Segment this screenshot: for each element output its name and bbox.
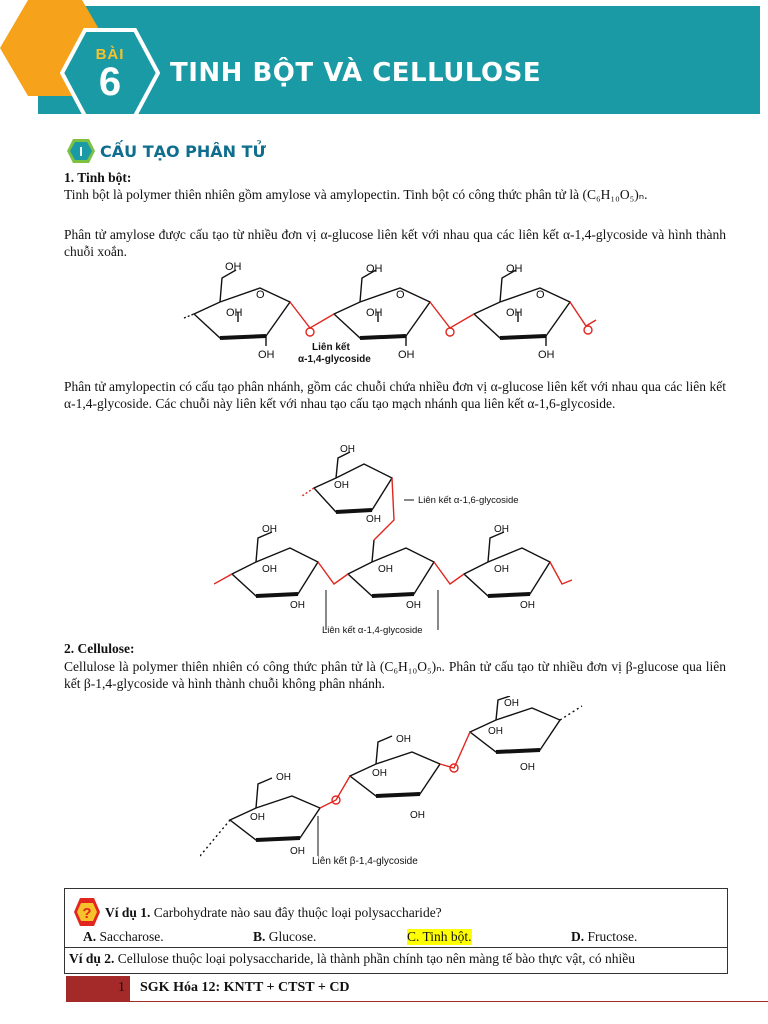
amylopectin-structure-diagram xyxy=(214,444,574,636)
oh-label: OH xyxy=(334,480,349,491)
ring-oxygen-label: O xyxy=(396,289,405,301)
examples-box xyxy=(64,888,728,974)
oh-label: OH xyxy=(506,307,523,319)
oh-label: OH xyxy=(410,810,425,821)
oh-label: OH xyxy=(276,772,291,783)
lesson-label: BÀI xyxy=(95,46,125,63)
page-number: 1 xyxy=(118,980,125,995)
oh-label: OH xyxy=(372,768,387,779)
starch-heading: 1. Tinh bột: xyxy=(64,170,132,185)
oh-label: OH xyxy=(366,307,383,319)
example-1-question xyxy=(105,905,442,921)
page-footer xyxy=(66,976,766,1002)
option-letter: A. xyxy=(83,929,97,944)
oh-label: OH xyxy=(520,762,535,773)
section-badge-icon xyxy=(66,138,96,164)
oh-label: OH xyxy=(520,600,535,611)
oh-label: OH xyxy=(340,444,355,455)
section-heading xyxy=(66,138,266,164)
starch-paragraph-2: Phân tử amylose được cấu tạo từ nhiều đơn vị α-glucose liên kết với nhau qua các liên kết α-1,4-glycoside và hình thành chuỗi xoắn. xyxy=(64,227,726,259)
oh-label: OH xyxy=(225,262,242,273)
oh-label: OH xyxy=(488,726,503,737)
cellulose-paragraph: Cellulose là polymer thiên nhiên có công thức phân tử là (C₆H₁₀O₅)ₙ. Phân tử cấu tạo từ nhiều đơn vị β-glucose qua liên kết β-1,4-glycoside và hình thành chuỗi không phân nhánh. xyxy=(64,659,726,691)
oh-label: OH xyxy=(226,307,243,319)
ring-oxygen-label: O xyxy=(256,289,265,301)
amylose-bond-label-line-1: Liên kết xyxy=(312,342,350,353)
oh-label: OH xyxy=(290,846,305,857)
cellulose-heading: 2. Cellulose: xyxy=(64,641,135,656)
cellulose-beta-1-4-label: Liên kết β-1,4-glycoside xyxy=(312,856,418,867)
lesson-number: 6 xyxy=(98,60,122,104)
oh-label: OH xyxy=(538,349,555,361)
ring-oxygen-label: O xyxy=(536,289,545,301)
section-title: CẤU TẠO PHÂN TỬ xyxy=(100,141,266,161)
option-letter: B. xyxy=(253,929,266,944)
option-text: Fructose. xyxy=(587,929,638,944)
question-mark-icon xyxy=(73,897,101,927)
oh-label: OH xyxy=(258,349,275,361)
footer-divider xyxy=(130,1001,768,1002)
amylose-bond-label-line-2: α-1,4-glycoside xyxy=(298,354,371,365)
example-2-text: Cellulose thuộc loại polysaccharide, là thành phần chính tạo nên màng tế bào thực vật, có nhiều xyxy=(117,951,635,966)
amylopectin-paragraph: Phân tử amylopectin có cấu tạo phân nhánh, gồm các chuỗi chứa nhiều đơn vị α-glucose liên kết với nhau qua các liên kết α-1,4-glycoside. Các chuỗi này liên kết với nhau tạo cấu tạo mạch nhánh qua liên kết α-1,6-glycoside. xyxy=(64,379,726,411)
amylopectin-alpha-1-4-label: Liên kết α-1,4-glycoside xyxy=(322,625,423,636)
option-a xyxy=(83,929,164,945)
oh-label: OH xyxy=(378,564,393,575)
oh-label: OH xyxy=(262,524,277,535)
section-badge-label: I xyxy=(79,144,83,159)
oh-label: OH xyxy=(504,698,519,709)
oh-label: OH xyxy=(290,600,305,611)
option-text: Tinh bột. xyxy=(422,929,472,944)
oh-label: OH xyxy=(366,263,383,275)
oh-label: OH xyxy=(250,812,265,823)
starch-paragraph-1: Tinh bột là polymer thiên nhiên gồm amylose và amylopectin. Tinh bột có công thức phân tử là (C₆H₁₀O₅)ₙ. xyxy=(64,187,648,202)
oh-label: OH xyxy=(494,564,509,575)
svg-text:?: ? xyxy=(82,905,92,922)
amylose-structure-diagram xyxy=(180,262,600,370)
lesson-banner xyxy=(0,0,768,118)
option-letter: C. xyxy=(407,929,420,944)
cellulose-structure-diagram xyxy=(200,696,586,870)
option-text: Glucose. xyxy=(268,929,317,944)
example-1-label: Ví dụ 1. xyxy=(105,905,151,920)
oh-label: OH xyxy=(366,514,381,525)
amylopectin-alpha-1-6-label: Liên kết α-1,6-glycoside xyxy=(418,495,519,506)
option-d xyxy=(571,929,637,945)
option-b xyxy=(253,929,316,945)
oh-label: OH xyxy=(494,524,509,535)
oh-label: OH xyxy=(262,564,277,575)
oh-label: OH xyxy=(506,263,523,275)
example-2-row xyxy=(69,951,723,967)
option-c-highlighted xyxy=(407,929,472,945)
example-2-label: Ví dụ 2. xyxy=(69,951,115,966)
example-1-text: Carbohydrate nào sau đây thuộc loại polysaccharide? xyxy=(153,905,442,920)
oh-label: OH xyxy=(396,734,411,745)
example-1-row xyxy=(65,889,727,948)
oh-label: OH xyxy=(406,600,421,611)
option-letter: D. xyxy=(571,929,585,944)
option-text: Saccharose. xyxy=(99,929,164,944)
lesson-title: TINH BỘT VÀ CELLULOSE xyxy=(170,58,542,88)
oh-label: OH xyxy=(398,349,415,361)
book-title: SGK Hóa 12: KNTT + CTST + CD xyxy=(140,980,350,995)
